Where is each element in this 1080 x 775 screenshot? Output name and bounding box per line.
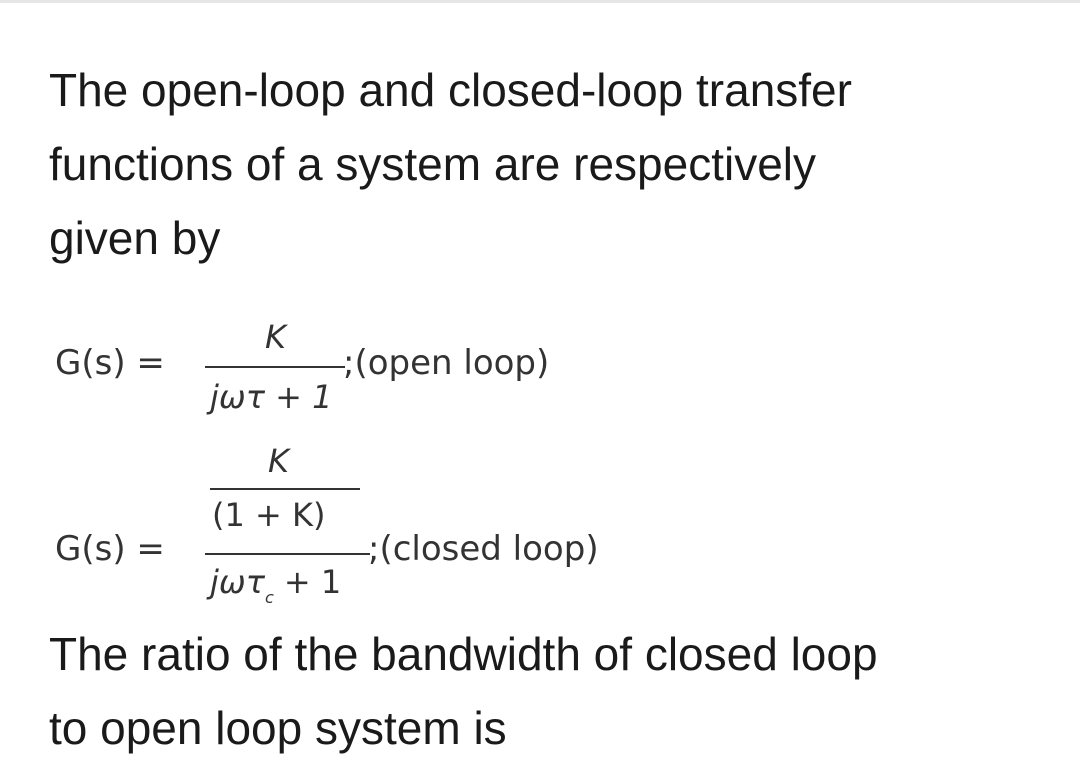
closed-loop-label: ;(closed loop) (368, 529, 599, 569)
open-loop-fraction-bar (205, 366, 345, 368)
closed-loop-inner-denominator: (1 + K) (212, 496, 326, 534)
question-line-2: to open loop system is (49, 702, 507, 754)
closed-loop-lhs: G(s) = (55, 529, 165, 569)
top-divider (0, 0, 1080, 3)
closed-loop-denominator (210, 563, 342, 607)
closed-loop-inner-fraction-bar (210, 488, 360, 490)
open-loop-label: ;(open loop) (343, 343, 550, 383)
closed-loop-denominator-main: jωτ (210, 563, 265, 601)
question-paragraph (49, 617, 1049, 765)
closed-loop-denominator-tail: + 1 (273, 563, 342, 601)
intro-line-2: functions of a system are respectively (49, 138, 816, 190)
closed-loop-fraction-bar (205, 553, 370, 555)
question-line-1: The ratio of the bandwidth of closed loop (49, 628, 878, 680)
open-loop-lhs: G(s) = (55, 343, 165, 383)
intro-paragraph (49, 53, 1049, 275)
open-loop-numerator: K (265, 318, 286, 356)
closed-loop-denominator-subscript: c (264, 588, 274, 607)
intro-line-1: The open-loop and closed-loop transfer (49, 64, 852, 116)
open-loop-denominator: jωτ + 1 (210, 378, 333, 416)
closed-loop-inner-numerator: K (268, 442, 289, 480)
intro-line-3: given by (49, 212, 221, 264)
